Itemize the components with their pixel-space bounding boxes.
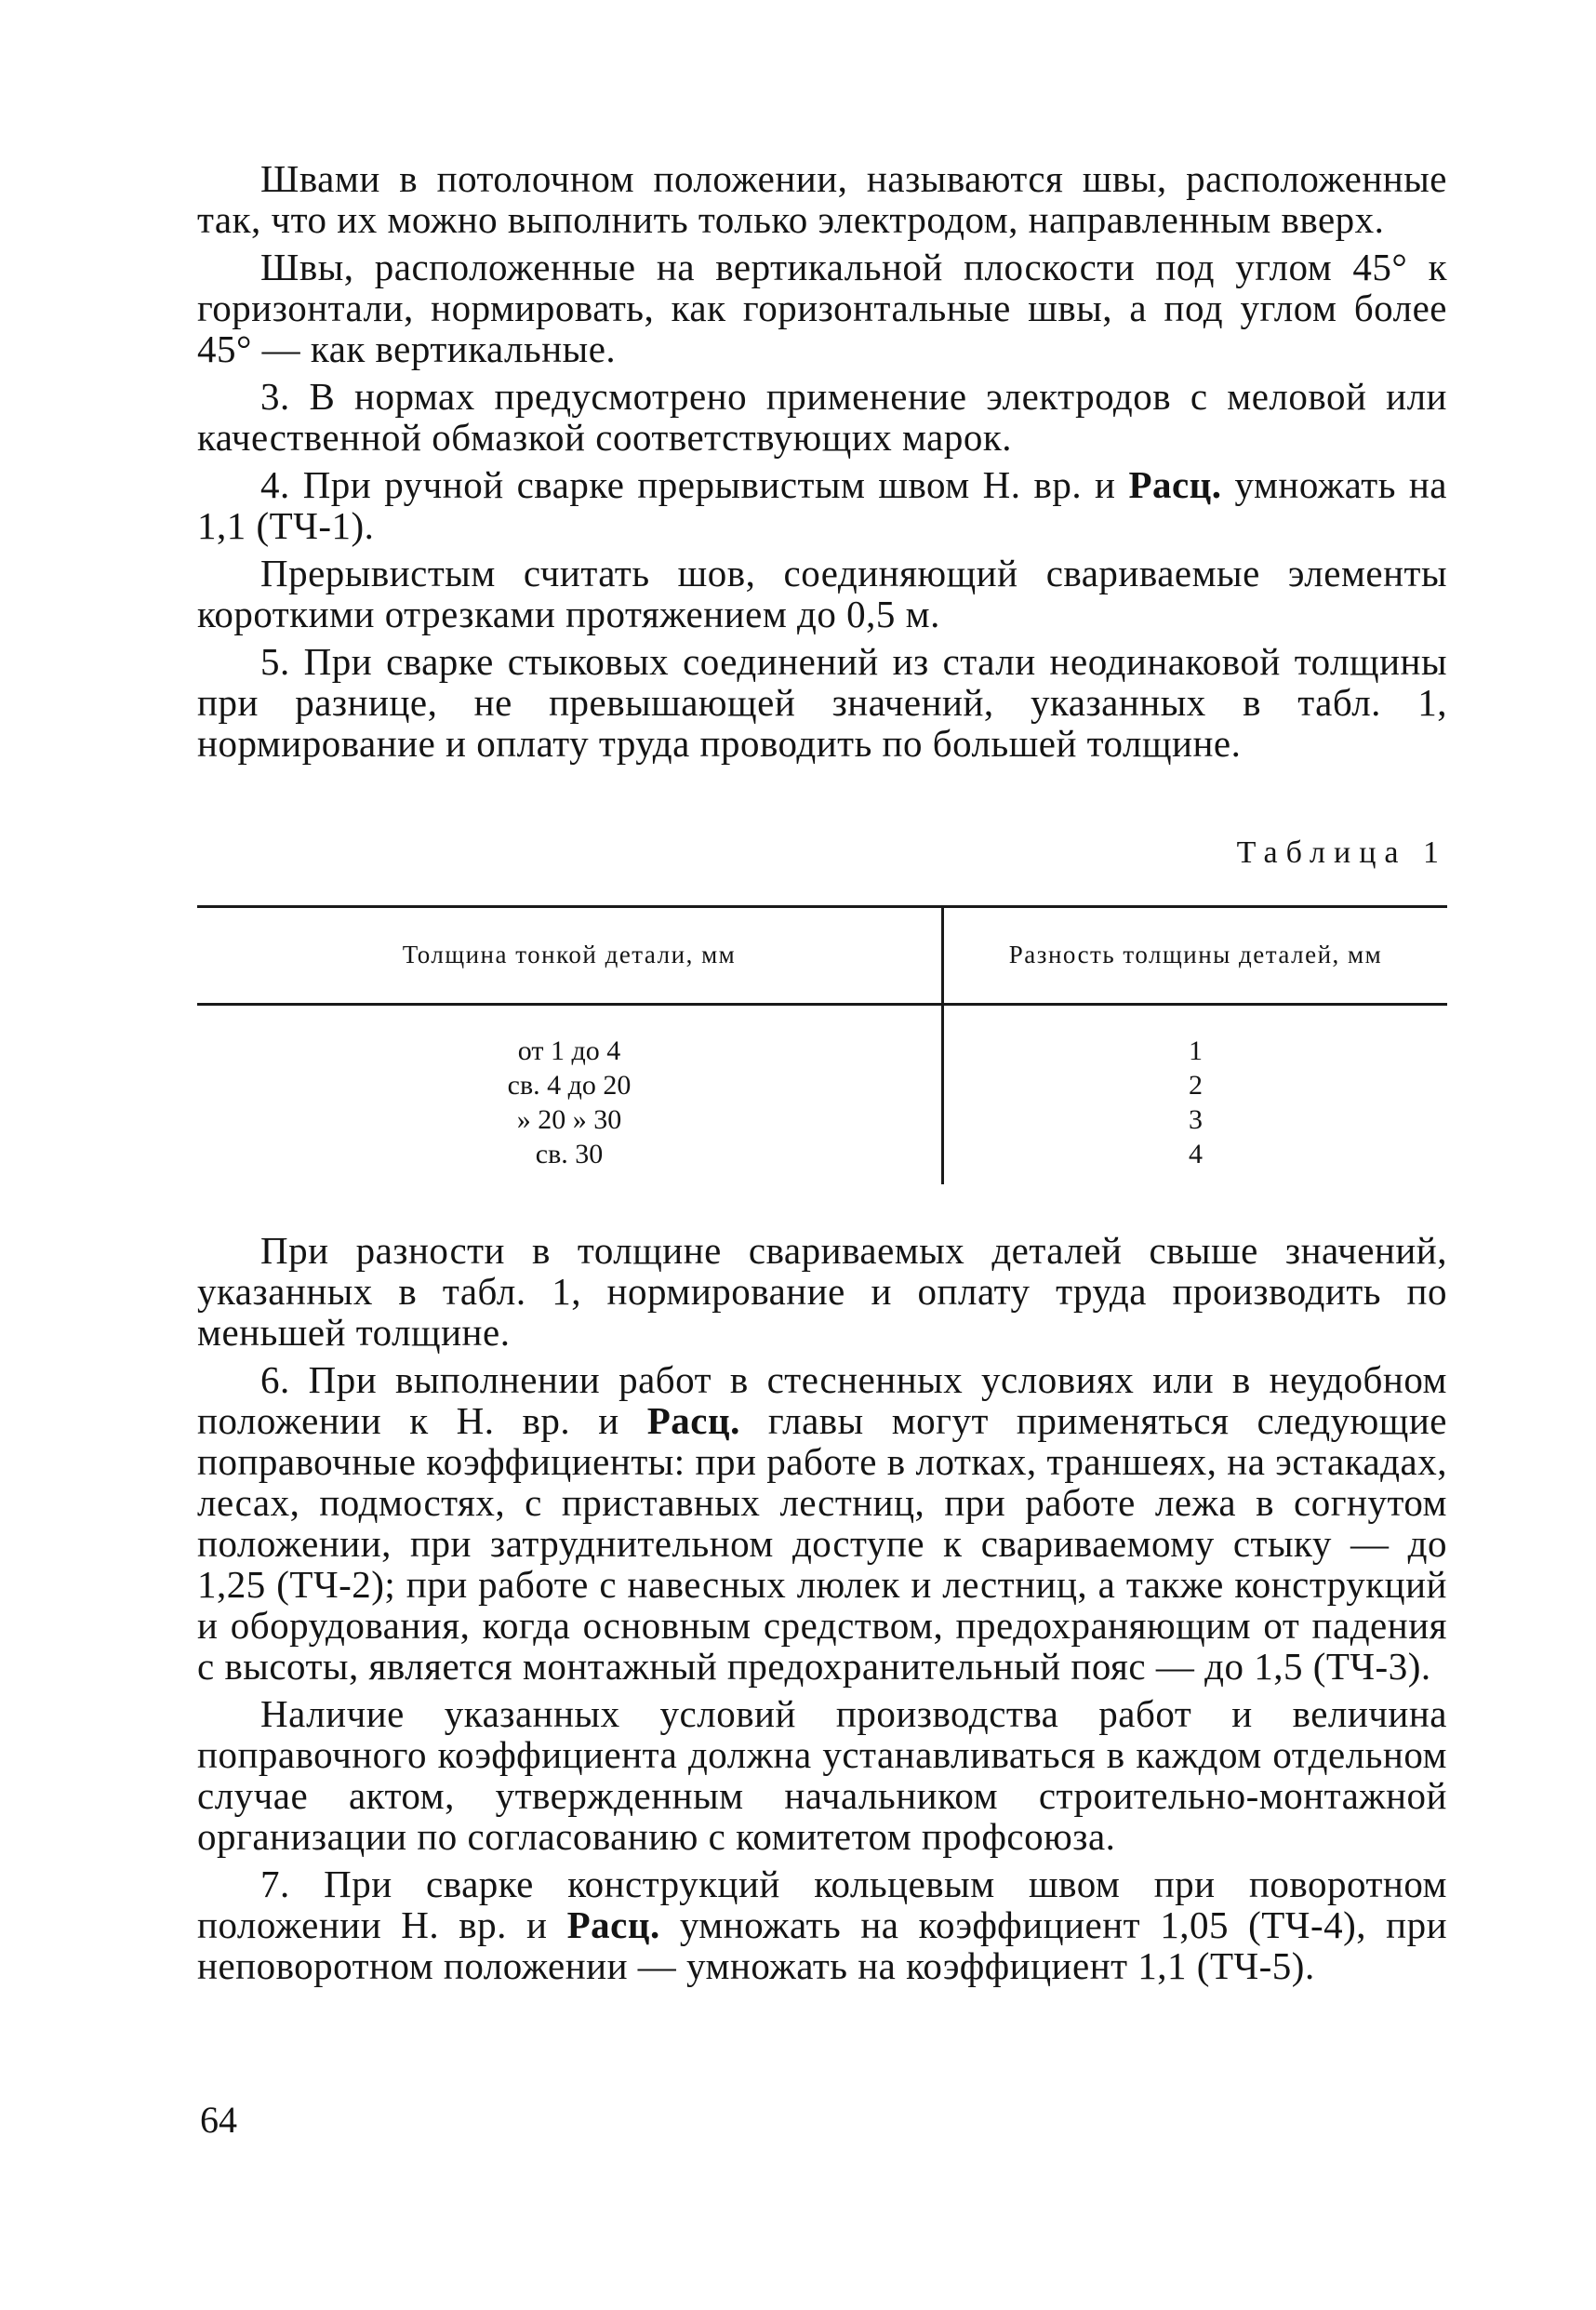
p6-bold-rasc: Расц. xyxy=(646,1399,740,1442)
paragraph-7-ring-seam xyxy=(197,1863,1447,1986)
paragraph-3-electrodes: 3. В нормах предусмотрено применение электродов с меловой или качественной обмазкой соответствующих марок. xyxy=(197,375,1447,459)
table-column-difference xyxy=(944,1034,1447,1171)
paragraph-conditions-act: Наличие указанных условий производства работ и величина поправочного коэффициента должна устанавливаться в каждом отдельном случае актом, утвержденным начальником строительно-монтажной организации по согласованию с комитетом профсоюза. xyxy=(197,1692,1447,1858)
p4-bold-rasc: Расц. xyxy=(1128,463,1222,506)
table-cell-difference: 4 xyxy=(1189,1139,1203,1169)
table-header-rule xyxy=(197,1003,1447,1006)
table-column-thickness xyxy=(476,1034,662,1171)
p4-text-before: 4. При ручной сварке прерывистым швом Н. вр. и xyxy=(260,463,1129,506)
text-block-top xyxy=(197,158,1447,770)
table-caption: Таблица 1 xyxy=(1236,835,1447,870)
paragraph-4-intermittent xyxy=(197,464,1447,546)
paragraph-6-cramped-conditions xyxy=(197,1359,1447,1687)
paragraph-5-butt-joints: 5. При сварке стыковых соединений из стали неодинаковой толщины при разнице, не превышающей значений, указанных в табл. 1, нормирование и оплату труда проводить по большей толщине. xyxy=(197,640,1447,765)
table-header-thin-part: Толщина тонкой детали, мм xyxy=(402,941,737,968)
p7-text-after: умножать на коэффициент 1,05 (ТЧ-4), при неповоротном положении — умножать на коэффициент 1,1 (ТЧ-5). xyxy=(197,1903,1448,1987)
table-cell-difference: 2 xyxy=(1189,1070,1203,1101)
paragraph-angle-seams: Швы, расположенные на вертикальной плоскости под углом 45° к горизонтали, нормировать, как горизонтальные швы, а под углом более 45° — как вертикальные. xyxy=(197,246,1447,370)
table-cell-thickness: св. 30 xyxy=(535,1139,604,1169)
table-cell-thickness: » 20 » 30 xyxy=(516,1104,622,1135)
p7-text-before: 7. При сварке конструкций кольцевым швом при поворотном положении Н. вр. и xyxy=(197,1863,1447,1946)
paragraph-intermittent-definition: Прерывистым считать шов, соединяющий свариваемые элементы короткими отрезками протяжением до 0,5 м. xyxy=(197,552,1447,635)
table-cell-difference: 3 xyxy=(1189,1104,1203,1135)
table-top-rule xyxy=(197,905,1447,908)
p6-text-before: 6. При выполнении работ в стесненных условиях или в неудобном положении к Н. вр. и xyxy=(197,1358,1447,1442)
page-number: 64 xyxy=(200,2099,237,2141)
table-cell-thickness: от 1 до 4 xyxy=(517,1035,621,1066)
text-block-bottom xyxy=(197,1230,1447,1993)
table-cell-thickness: св. 4 до 20 xyxy=(507,1070,632,1101)
thickness-table xyxy=(197,905,1447,1184)
p7-bold-rasc: Расц. xyxy=(566,1903,660,1946)
table-header-difference: Разность толщины деталей, мм xyxy=(1008,941,1383,968)
p6-text-after: главы могут применяться следующие поправочные коэффициенты: при работе в лотках, траншеях, на эстакадах, лесах, подмостях, с приставных лестниц, при работе лежа в согнутом положении, при затруднительном доступе к свариваемому стыку — до 1,25 (ТЧ-2); при работе с навесных люлек и лестниц, а также конструкций и оборудования, когда основным средством, предохраняющим от падения с высоты, является монтажный предохранительный пояс — до 1,5 (ТЧ-3). xyxy=(197,1399,1447,1688)
paragraph-difference-exceeds: При разности в толщине свариваемых деталей свыше значений, указанных в табл. 1, нормирование и оплату труда производить по меньшей толщине. xyxy=(197,1229,1447,1354)
p4-text-after: умножать на 1,1 (ТЧ-1). xyxy=(197,463,1448,547)
paragraph-ceiling-seams: Швами в потолочном положении, называются швы, расположенные так, что их можно выполнить только электродом, направленным вверх. xyxy=(197,157,1447,241)
table-cell-difference: 1 xyxy=(1189,1035,1203,1066)
